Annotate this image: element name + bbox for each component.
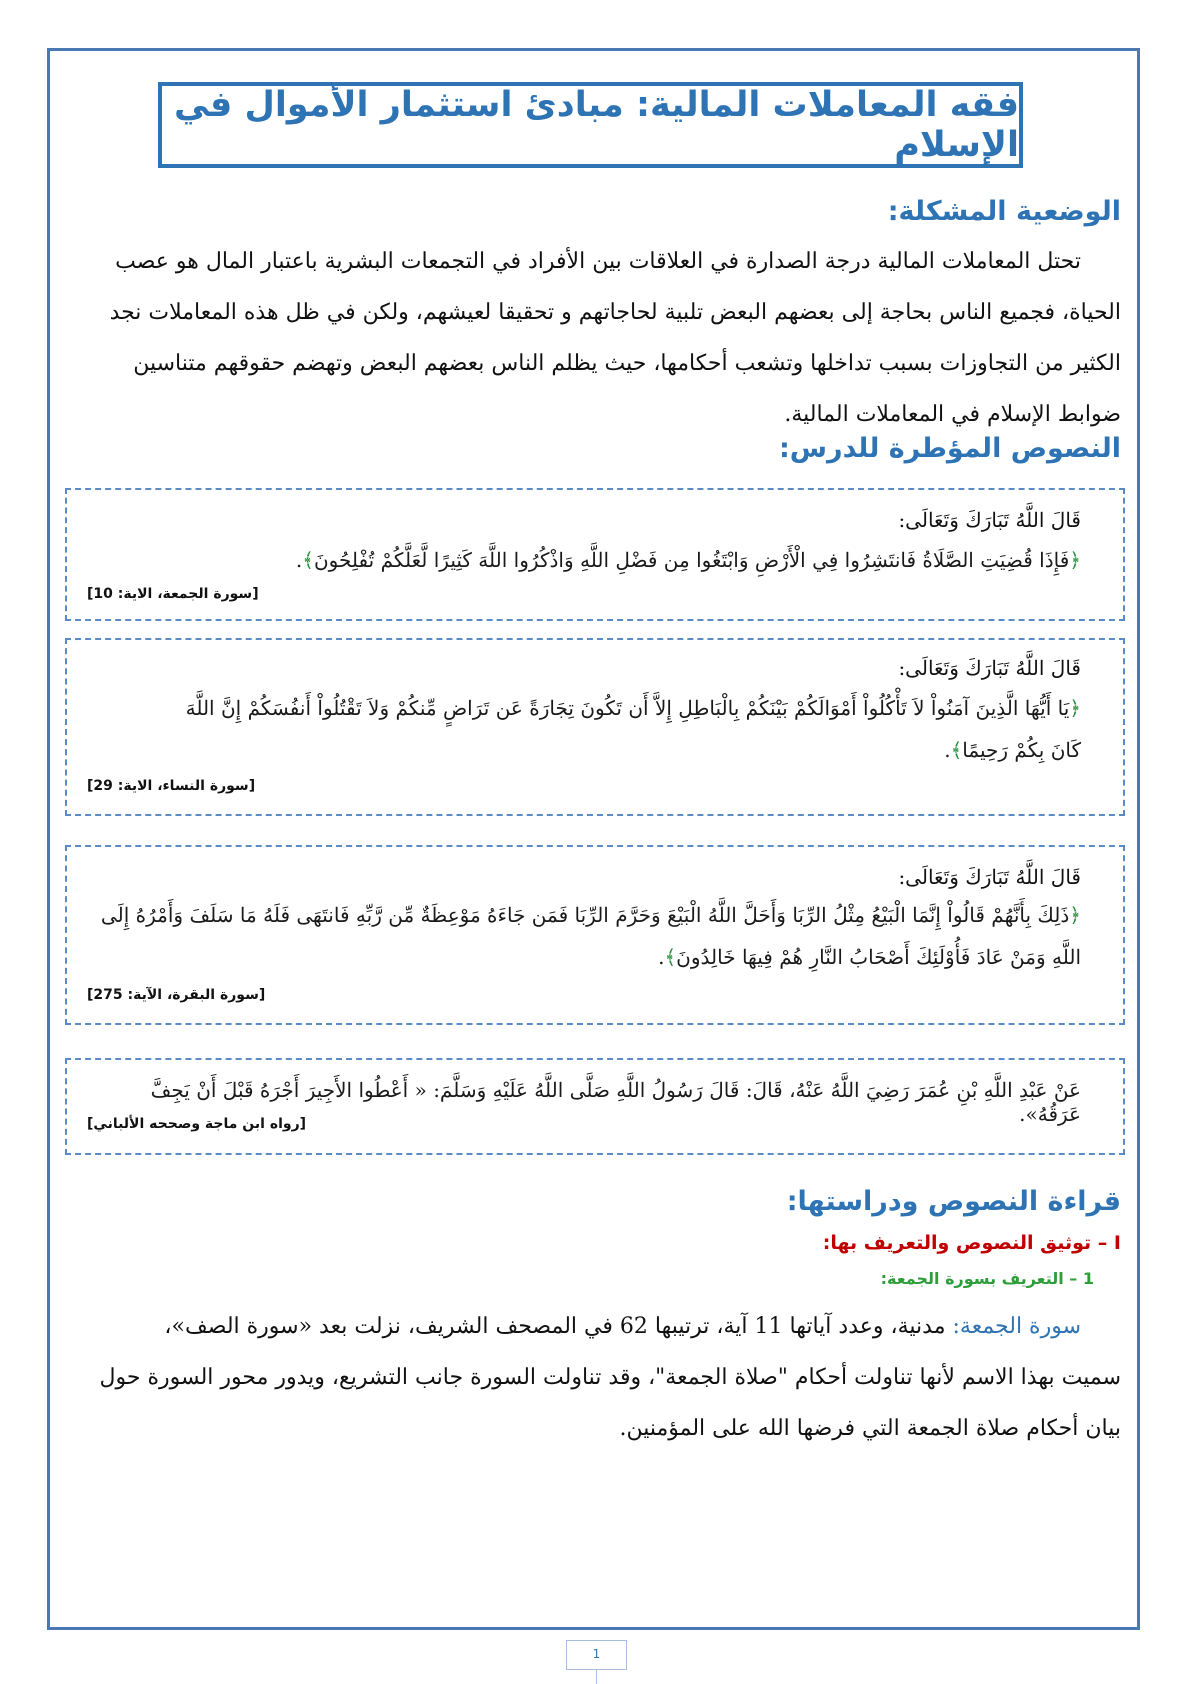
page-number: 1 xyxy=(566,1640,627,1670)
quran-box-2 xyxy=(65,638,1125,816)
problem-line: ضوابط الإسلام في المعاملات المالية. xyxy=(784,402,1121,427)
quran-reference: [سورة النساء، الاية: 29] xyxy=(87,778,256,794)
texts-heading: النصوص المؤطرة للدرس: xyxy=(778,433,1121,464)
surah-line: سورة الجمعة: مدنية، وعدد آياتها 11 آية، ترتيبها 62 في المصحف الشريف، نزلت بعد «سورة الصف»، xyxy=(164,1314,1081,1339)
hadith-text: عَنْ عَبْدِ اللَّهِ بْنِ عُمَرَ رَضِيَ اللَّهُ عَنْهُ، قَالَ: قَالَ رَسُولُ اللَّهِ صَلَّى اللَّهُ عَلَيْهِ وَسَلَّمَ: « أَعْطُوا الأَجِيرَ أَجْرَهُ قَبْلَ أَنْ يَجِفَّ عَرَقُهُ». xyxy=(150,1078,1081,1126)
quran-bracket: ﴾ xyxy=(664,945,677,969)
quran-verse: ﴿فإذا قضيت الصلة فانتشروا في الرض وابتغوا من فضل الله واذكروا الله كثيرا لعلكم تفلحون﴾. xyxy=(295,548,1081,572)
problem-heading: الوضعية المشكلة: xyxy=(887,196,1121,227)
page-title: فقه المعاملات المالية: مبادئ استثمار الأموال في الإسلام xyxy=(173,85,1019,165)
hadith-reference: [رواه ابن ماجة وصححه الألباني] xyxy=(87,1116,307,1132)
hadith-box xyxy=(65,1058,1125,1155)
surah-paragraph xyxy=(85,1301,1121,1454)
quran-bracket: ﴾ xyxy=(950,738,963,762)
surah-line: بيان أحكام صلاة الجمعة التي فرضها الله على المؤمنين. xyxy=(619,1416,1121,1441)
problem-line: الحياة، فجميع الناس بحاجة إلى بعضهم البعض تلبية لحاجاتهم و تحقيقا لعيشهم، ولكن في ظل هذه المعاملات نجد xyxy=(109,300,1121,325)
quran-intro: قَالَ اللَّهُ تَبَارَكَ وَتَعَالَى: xyxy=(898,656,1081,680)
quran-reference: [سورة البقرة، الآية: 275] xyxy=(87,987,266,1003)
problem-line: الكثير من التجاوزات بسبب تداخلها وتشعب أحكامها، حيث يظلم الناس بعضهم البعض وتهضم حقوقهم متناسين xyxy=(133,351,1121,376)
quran-verse: كان بكم رحيما﴾. xyxy=(944,738,1081,762)
problem-line: تحتل المعاملات المالية درجة الصدارة في العلاقات بين الأفراد في التجمعات البشرية باعتبار المال هو عصب xyxy=(115,249,1081,274)
title-box xyxy=(158,82,1023,168)
problem-paragraph xyxy=(85,236,1121,440)
quran-box-3 xyxy=(65,845,1125,1025)
quran-intro: قَالَ اللَّهُ تَبَارَكَ وَتَعَالَى: xyxy=(898,508,1081,532)
quran-box-1 xyxy=(65,488,1125,621)
surah-line: سميت بهذا الاسم لأنها تناولت أحكام "صلاة الجمعة"، وقد تناولت السورة جانب التشريع، ويدور محور السورة حول xyxy=(99,1365,1121,1390)
section-heading: I – توثيق النصوص والتعريف بها: xyxy=(822,1232,1121,1254)
reading-heading: قراءة النصوص ودراستها: xyxy=(786,1186,1121,1217)
quran-verse: ﴿ذلك بأنهم قالوا إنما البيع مثل الربا وأحل الله البيع وحرم الربا فمن جاءه موعظة من ربه فانتهى فله ما سلف وأمره إلى xyxy=(100,903,1081,927)
footer-line xyxy=(596,1670,597,1684)
quran-intro: قَالَ اللَّهُ تَبَارَكَ وَتَعَالَى: xyxy=(898,865,1081,889)
quran-bracket: ﴿ xyxy=(1069,548,1081,572)
subsection-heading: 1 – التعريف بسورة الجمعة: xyxy=(880,1269,1094,1288)
quran-bracket: ﴿ xyxy=(1069,903,1081,927)
quran-verse: الله ومن عاد فأولئك أصحاب النار هم فيها خالدون﴾. xyxy=(658,945,1081,969)
quran-bracket: ﴿ xyxy=(1069,696,1081,720)
quran-bracket: ﴾ xyxy=(302,548,314,572)
surah-term: سورة الجمعة: xyxy=(952,1314,1081,1339)
quran-reference: [سورة الجمعة، الاية: 10] xyxy=(87,586,259,602)
quran-verse: ﴿يا أيها الذين آمنوا ل تأكلوا أموالكم بينكم بالباطل إل أن تكون تجارة عن تراض منكم ول تقتلوا أنفسكم إن الله xyxy=(185,696,1081,720)
